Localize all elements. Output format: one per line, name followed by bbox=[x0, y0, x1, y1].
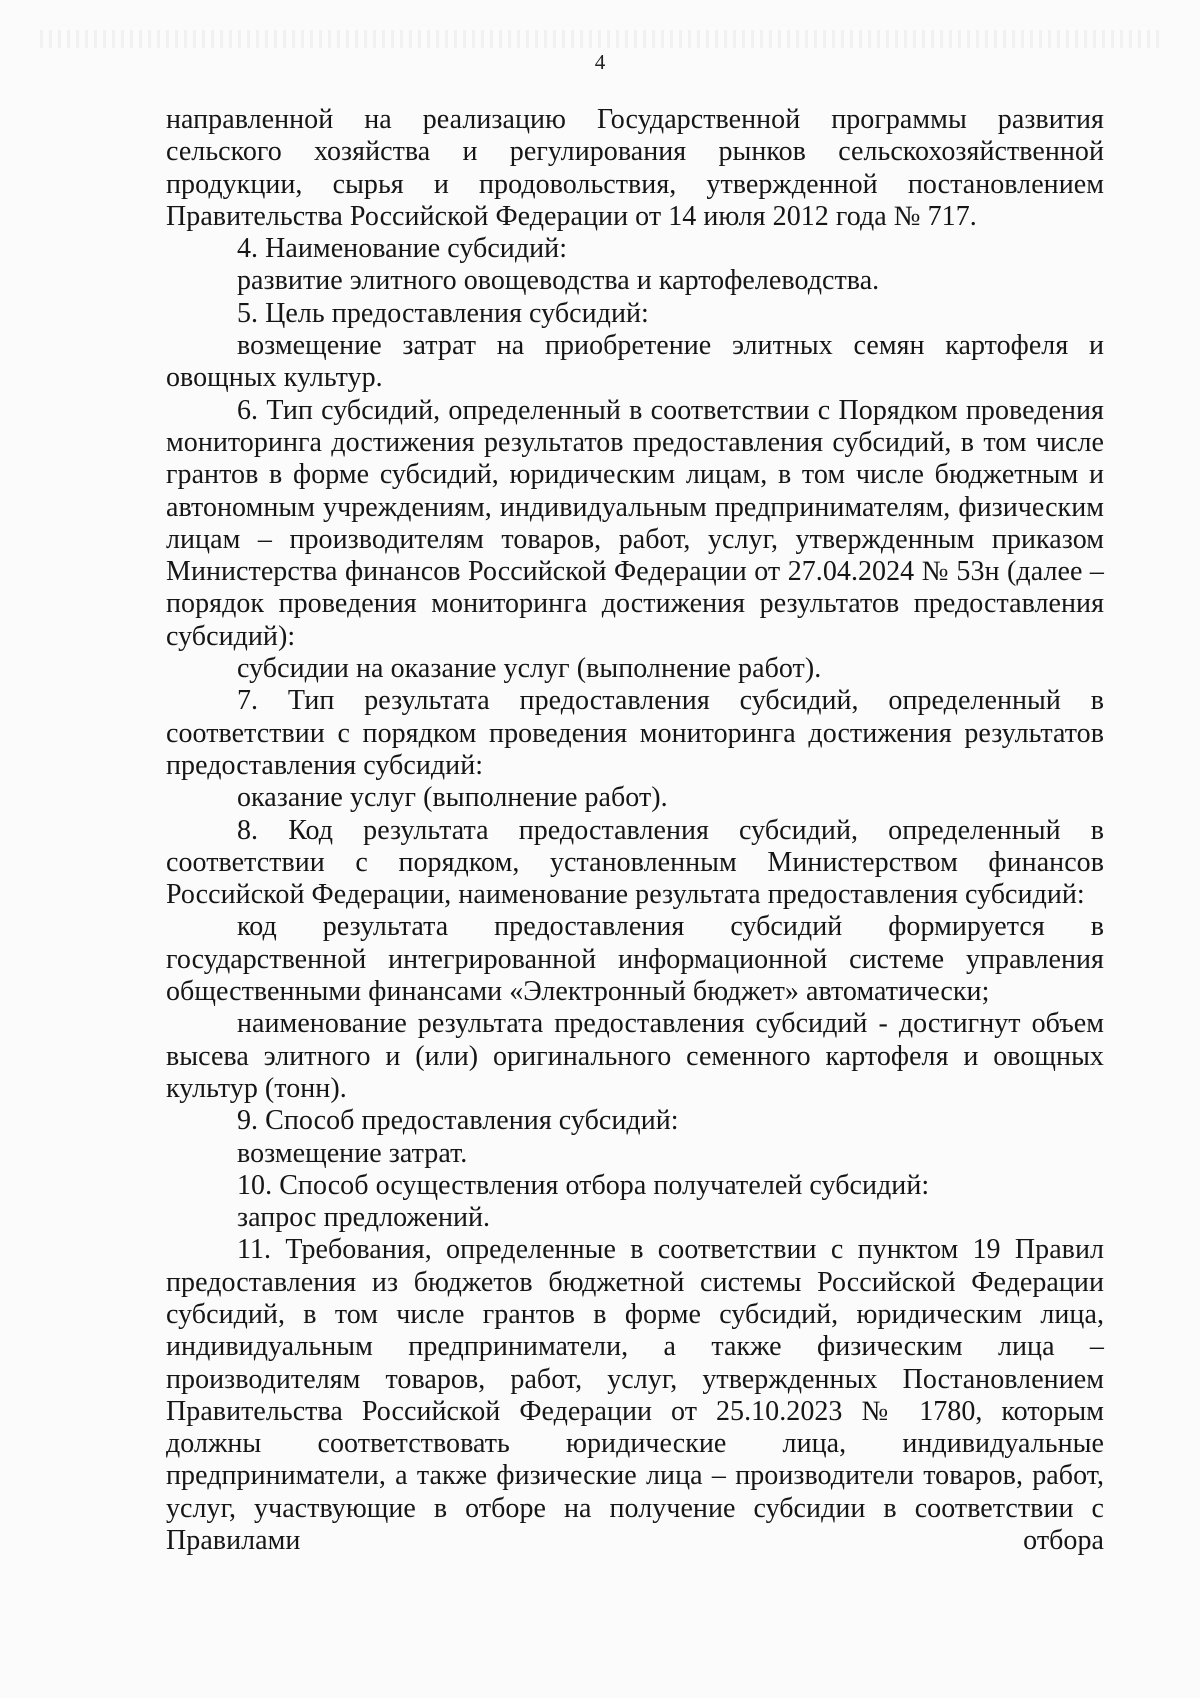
paragraph: запрос предложений. bbox=[237, 1202, 491, 1234]
paragraph: 4. Наименование субсидий: bbox=[237, 233, 568, 265]
paragraph: 10. Способ осуществления отбора получателей субсидий: bbox=[237, 1169, 930, 1201]
paragraph: 7. Тип результата предоставления субсидий, определенный в соответствии с порядком проведения мониторинга достижения результатов предоставления субсидий: bbox=[166, 685, 1104, 781]
paragraph: развитие элитного овощеводства и картофелеводства. bbox=[237, 265, 880, 297]
paragraph: 5. Цель предоставления субсидий: bbox=[237, 297, 649, 329]
paragraph: 8. Код результата предоставления субсидий, определенный в соответствии с порядком, установленным Министерством финансов Российской Федерации, наименование результата предоставления субсидий: bbox=[166, 814, 1104, 911]
paragraph: 6. Тип субсидий, определенный в соответствии с Порядком проведения мониторинга достижения результатов предоставления субсидий, в том числе грантов в форме субсидий, юридическим лицам, в том числе бюджетным и автономным учреждениям, индивидуальным предпринимателям, физическим лицам – производителям товаров, работ, услуг, утвержденным приказом Министерства финансов Российской Федерации от 27.04.2024 № 53н (далее – порядок проведения мониторинга достижения результатов предоставления субсидий): bbox=[166, 394, 1104, 652]
paragraph: 9. Способ предоставления субсидий: bbox=[237, 1105, 679, 1137]
page-number: 4 bbox=[594, 50, 606, 74]
paragraph: возмещение затрат. bbox=[237, 1137, 468, 1169]
document-body bbox=[166, 104, 1104, 1557]
paragraph: 11. Требования, определенные в соответствии с пунктом 19 Правил предоставления из бюджетов бюджетной системы Российской Федерации субсидий, в том числе грантов в форме субсидий, юридическим лица, индивидуальным предприниматели, а также физическим лица – производителям товаров, работ, услуг, утвержденных Постановлением Правительства Российской Федерации от 25.10.2023 № 1780, которым должны соответствовать юридические лица, индивидуальные предприниматели, а также физические лица – производители товаров, работ, услуг, участвующие в отборе на получение субсидии в соответствии с Правилами отбора bbox=[166, 1234, 1104, 1557]
paragraph: субсидии на оказание услуг (выполнение работ). bbox=[237, 653, 822, 685]
paragraph: направленной на реализацию Государственной программы развития сельского хозяйства и регулирования рынков сельскохозяйственной продукции, сырья и продовольствия, утвержденной постановлением Правительства Российской Федерации от 14 июля 2012 года № 717. bbox=[166, 104, 1104, 232]
paragraph: наименование результата предоставления субсидий - достигнут объем высева элитного и (или) оригинального семенного картофеля и овощных культур (тонн). bbox=[166, 1008, 1104, 1104]
paragraph: возмещение затрат на приобретение элитных семян картофеля и овощных культур. bbox=[166, 330, 1104, 394]
scan-artifact bbox=[40, 30, 1160, 48]
paragraph: код результата предоставления субсидий формируется в государственной интегрированной информационной системе управления общественными финансами «Электронный бюджет» автоматически; bbox=[166, 911, 1104, 1008]
paragraph: оказание услуг (выполнение работ). bbox=[237, 782, 668, 814]
